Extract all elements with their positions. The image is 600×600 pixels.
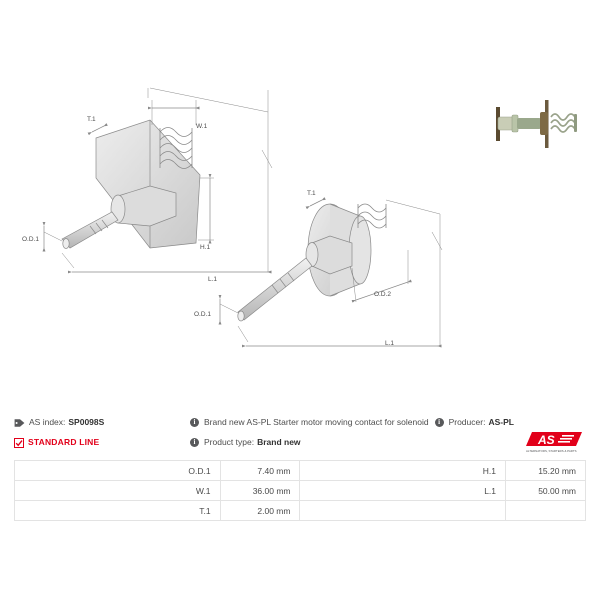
table-row xyxy=(15,501,586,521)
dim-label-od1-left: O.D.1 xyxy=(22,236,39,243)
spec-value: 15.20 mm xyxy=(506,461,586,481)
info-icon-description: i xyxy=(190,418,199,427)
table-row xyxy=(15,461,586,481)
as-logo-text: AS xyxy=(538,433,555,447)
spec-value: 2.00 mm xyxy=(220,501,300,521)
dim-label-w1: W.1 xyxy=(196,123,208,130)
product-type-label: Product type: xyxy=(204,437,255,447)
spec-key-empty xyxy=(300,501,506,521)
spec-value: 36.00 mm xyxy=(220,481,300,501)
dim-label-t1-right: T.1 xyxy=(307,190,316,197)
dim-label-l1-left: L.1 xyxy=(208,276,218,283)
spec-key: L.1 xyxy=(300,481,506,501)
info-icon-producer: i xyxy=(435,418,444,427)
tag-icon xyxy=(14,418,25,428)
info-right-column xyxy=(190,410,586,458)
description-row xyxy=(190,412,586,432)
as-index-row xyxy=(14,412,190,432)
dim-label-t1-left: T.1 xyxy=(87,116,96,123)
info-left-column xyxy=(14,410,190,458)
dim-label-od2: O.D.2 xyxy=(374,291,391,298)
spec-value: 50.00 mm xyxy=(506,481,586,501)
dim-label-l1-right: L.1 xyxy=(385,340,395,347)
check-icon xyxy=(14,438,24,448)
as-logo-subtext: ALTERNATORS, STARTERS & PARTS xyxy=(526,449,577,453)
spec-value: 7.40 mm xyxy=(220,461,300,481)
producer-label: Producer: xyxy=(448,417,486,427)
standard-line-row xyxy=(14,432,190,452)
spec-key: H.1 xyxy=(300,461,506,481)
spec-key: W.1 xyxy=(15,481,221,501)
table-row xyxy=(15,481,586,501)
producer-value: AS-PL xyxy=(488,417,514,427)
spec-table xyxy=(14,460,586,521)
dim-label-h1: H.1 xyxy=(200,244,211,251)
info-icon-product-type: i xyxy=(190,438,199,447)
standard-line-label: STANDARD LINE xyxy=(28,437,100,447)
spec-value-empty xyxy=(506,501,586,521)
spec-key: O.D.1 xyxy=(15,461,221,481)
description-text: Brand new AS-PL Starter motor moving contact for solenoid xyxy=(204,417,429,427)
product-photo xyxy=(496,100,577,148)
product-type-value: Brand new xyxy=(257,437,301,447)
as-index-label: AS index: xyxy=(29,417,66,427)
info-bar xyxy=(14,410,586,458)
as-pl-logo xyxy=(524,430,586,456)
dim-label-od1-right: O.D.1 xyxy=(194,311,211,318)
spec-key: T.1 xyxy=(15,501,221,521)
as-index-value: SP0098S xyxy=(68,417,105,427)
